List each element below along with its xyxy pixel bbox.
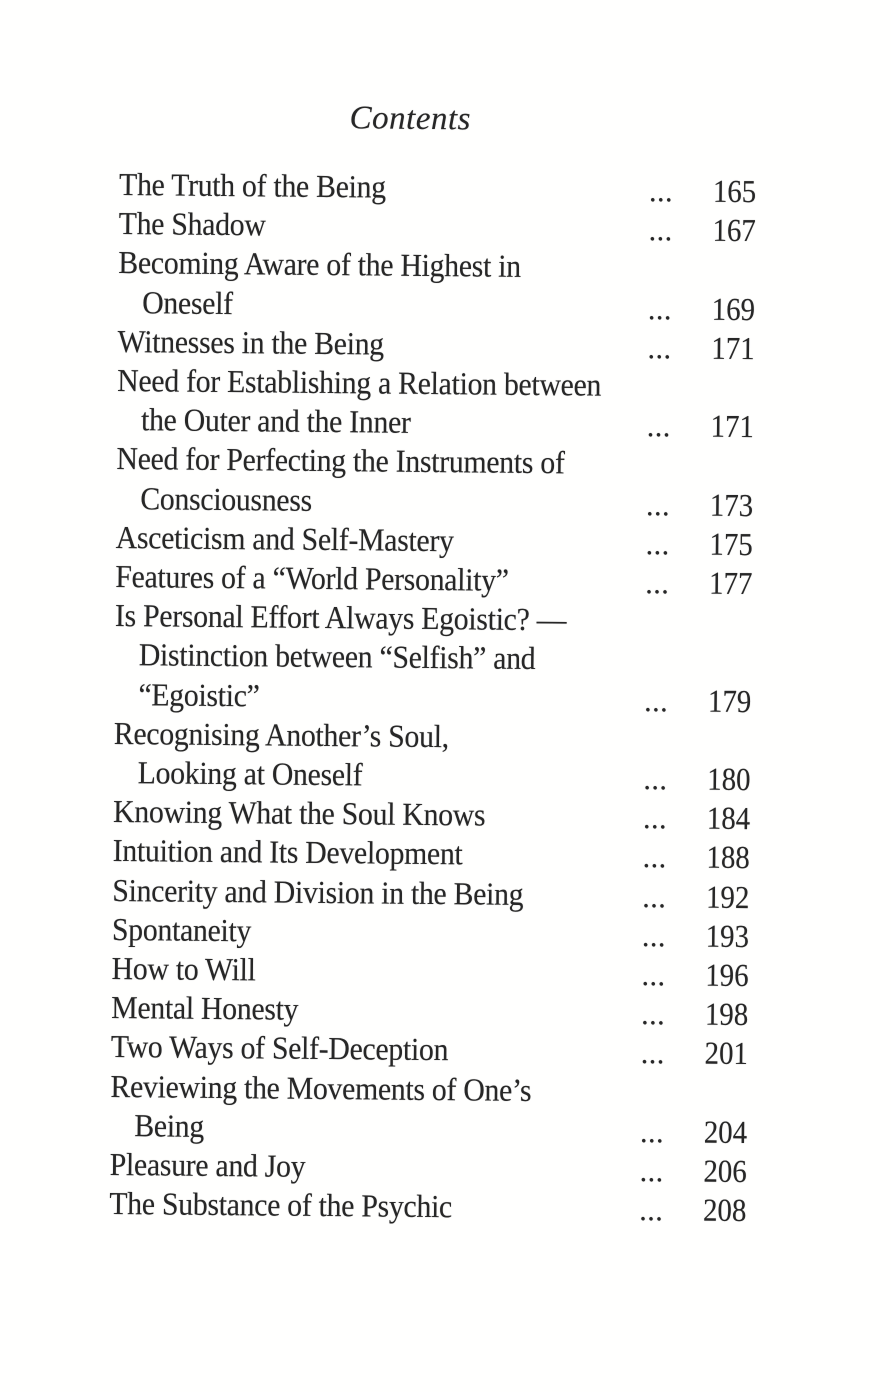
toc-entry [110, 1067, 748, 1152]
entry-reference [640, 1112, 747, 1153]
toc-entry [112, 910, 749, 955]
toc-content [109, 96, 757, 1230]
entry-reference [646, 524, 753, 565]
leader-dots: ... [642, 880, 667, 914]
entry-reference [646, 485, 753, 526]
entry-title-line: Oneself [142, 283, 233, 321]
entry-title-line: Features of a “World Personality” [115, 558, 509, 598]
entry-reference [639, 1190, 746, 1231]
toc-entry [112, 871, 749, 916]
entry-title-line: The Truth of the Being [118, 165, 386, 205]
page-number: 171 [710, 407, 755, 445]
entry-reference [644, 681, 751, 722]
page-number: 196 [705, 956, 749, 994]
leader-dots: ... [639, 1115, 665, 1150]
entry-title-line: Reviewing the Movements of One’s [110, 1067, 532, 1108]
leader-dots: ... [641, 998, 666, 1032]
leader-dots: ... [647, 331, 672, 366]
leader-dots: ... [646, 410, 672, 444]
page-number: 180 [707, 760, 751, 798]
toc-entry [111, 988, 748, 1033]
leader-dots: ... [639, 1155, 664, 1189]
entry-title-line: the Outer and the Inner [140, 401, 411, 441]
page-number: 193 [705, 917, 750, 954]
toc-entry [117, 361, 755, 446]
entry-title-line: Asceticism and Self-Mastery [115, 518, 454, 559]
toc-entry [117, 322, 754, 367]
entry-title-line: Being [134, 1107, 205, 1144]
entry-reference [642, 916, 749, 957]
page-number: 173 [709, 486, 754, 523]
entry-title-line: Two Ways of Self-Deception [110, 1028, 449, 1068]
leader-dots: ... [645, 567, 670, 601]
entry-title-line: Intuition and Its Development [112, 832, 463, 872]
page-number: 204 [703, 1113, 748, 1150]
entry-title-line: Is Personal Effort Always Egoistic? — [114, 597, 567, 638]
entry-title-line: Knowing What the Soul Knows [112, 793, 486, 833]
page-number: 167 [712, 211, 756, 249]
entry-title-line: Recognising Another’s Soul, [113, 714, 450, 755]
entry-title-line: “Egoistic” [138, 675, 260, 714]
toc-entry [110, 1145, 747, 1190]
page-number: 177 [708, 564, 753, 602]
leader-dots: ... [642, 802, 668, 836]
entry-title-line: Sincerity and Division in the Being [112, 871, 524, 912]
leader-dots: ... [641, 959, 666, 993]
page-number: 192 [705, 878, 750, 915]
page-number: 188 [706, 839, 750, 876]
entry-reference [641, 1034, 748, 1075]
entry-title-line: Distinction between “Selfish” and [138, 636, 536, 677]
page-number: 201 [704, 1035, 749, 1072]
entry-title-line: Mental Honesty [111, 989, 299, 1028]
page-number: 175 [709, 525, 753, 562]
leader-dots: ... [645, 488, 671, 522]
entry-title-line: Spontaneity [111, 910, 252, 949]
leader-dots: ... [644, 684, 669, 718]
toc-entry [115, 557, 752, 602]
page-number: 208 [702, 1191, 747, 1229]
leader-dots: ... [645, 527, 670, 562]
entry-reference [649, 210, 756, 251]
entry-reference [641, 955, 748, 996]
toc-entry [116, 518, 753, 563]
toc-entry [113, 831, 750, 876]
entry-title-line: How to Will [111, 950, 256, 988]
entry-reference [643, 798, 750, 839]
page-title: Contents [349, 100, 472, 138]
leader-dots: ... [641, 919, 667, 954]
leader-dots: ... [647, 292, 673, 326]
toc-entry [111, 949, 748, 994]
toc-list [109, 165, 756, 1230]
page-number: 184 [706, 799, 751, 837]
entry-title-line: Need for Perfecting the Instruments of [116, 440, 565, 481]
toc-entry [119, 204, 756, 249]
entry-title-line: Looking at Oneself [137, 754, 363, 793]
entry-reference [648, 289, 755, 330]
entry-reference [645, 563, 752, 604]
entry-reference [647, 406, 754, 447]
entry-reference [647, 328, 754, 369]
toc-entry [118, 243, 756, 328]
leader-dots: ... [642, 841, 667, 875]
toc-entry [113, 714, 751, 799]
page-number: 169 [711, 290, 756, 327]
leader-dots: ... [648, 214, 673, 248]
page-number: 198 [704, 995, 749, 1033]
leader-dots: ... [643, 763, 668, 797]
entry-reference [643, 759, 750, 800]
entry-title-line: The Substance of the Psychic [109, 1185, 453, 1225]
toc-entry [114, 596, 752, 720]
entry-title-line: Consciousness [140, 479, 313, 518]
toc-entry [109, 1184, 746, 1229]
entry-reference [643, 838, 750, 879]
entry-title-line: Becoming Aware of the Highest in [118, 244, 521, 285]
entry-title-line: Need for Establishing a Relation between [117, 362, 602, 403]
entry-title-line: Witnesses in the Being [117, 322, 385, 362]
entry-reference [641, 994, 748, 1035]
entry-reference [640, 1151, 747, 1192]
toc-entry [119, 165, 756, 210]
entry-reference [649, 171, 756, 212]
leader-dots: ... [648, 175, 674, 209]
entry-title-line: Pleasure and Joy [109, 1146, 306, 1184]
entry-title-line: The Shadow [118, 205, 266, 243]
toc-entry [111, 1027, 748, 1072]
leader-dots: ... [639, 1194, 664, 1228]
page-number: 179 [707, 682, 752, 719]
entry-reference [642, 877, 749, 918]
toc-entry [113, 792, 750, 837]
leader-dots: ... [640, 1037, 665, 1071]
page-number: 206 [703, 1152, 747, 1190]
page-number: 171 [711, 329, 755, 366]
page-number: 165 [712, 172, 757, 210]
toc-entry [116, 439, 754, 524]
